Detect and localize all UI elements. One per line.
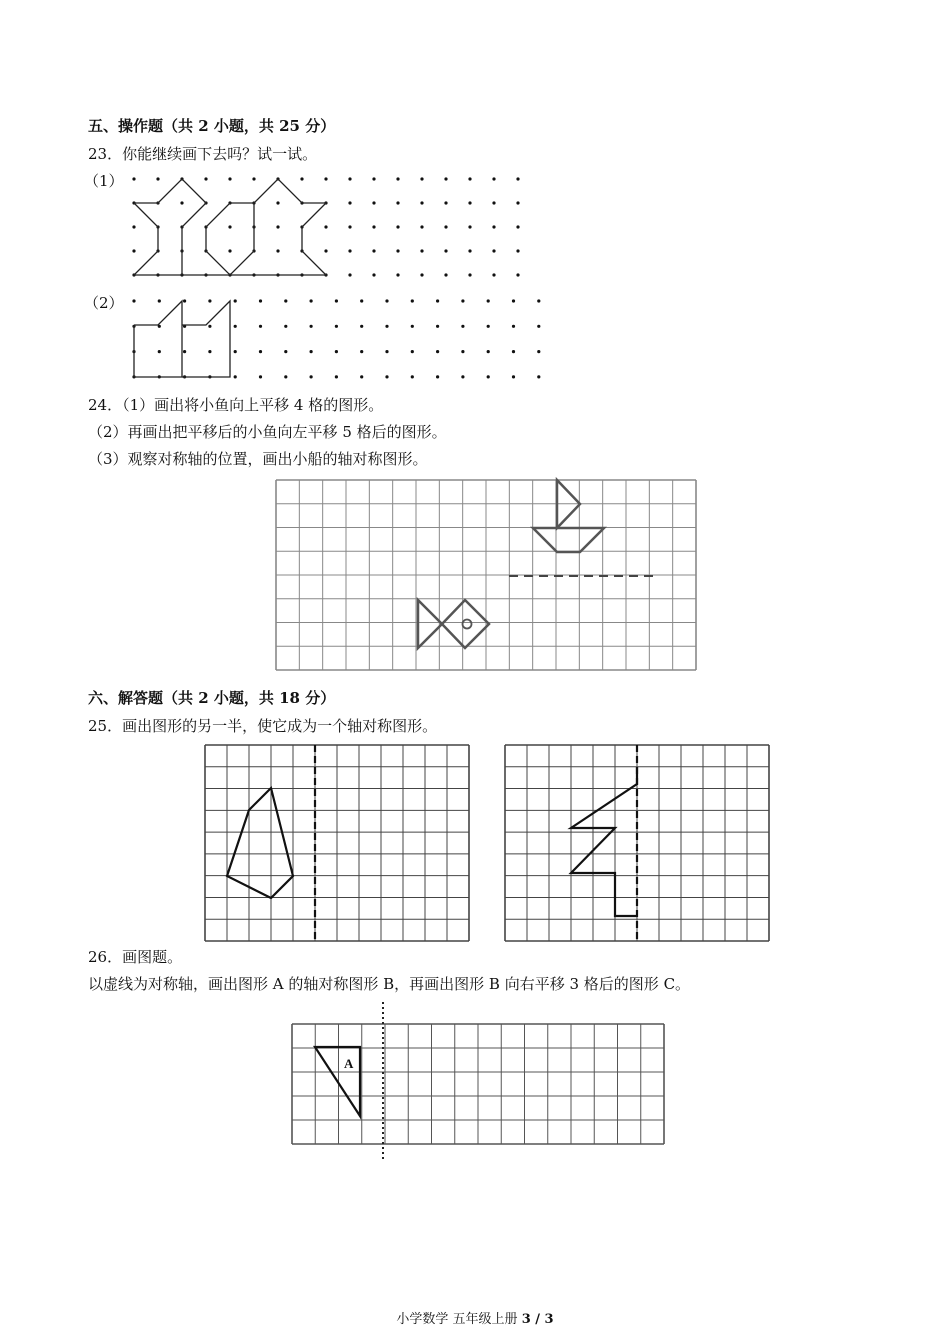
- question-26-text: 以虚线为对称轴，画出图形 A 的轴对称图形 B，再画出图形 B 向右平移 3 格后的图形 C。: [88, 975, 691, 993]
- grid-dot: [208, 325, 211, 328]
- grid-q26: [292, 1024, 664, 1144]
- grid-dot: [436, 375, 439, 378]
- grid-dot: [310, 375, 313, 378]
- grid-lines: [292, 1024, 664, 1144]
- grid-dot: [537, 299, 540, 302]
- grid-dot: [461, 299, 464, 302]
- grid-dot: [487, 375, 490, 378]
- grid-dot: [284, 350, 287, 353]
- grid-q25-right: [505, 745, 769, 941]
- shape-a-label: A: [344, 1056, 354, 1071]
- grid-q25-left: [205, 745, 469, 941]
- grid-dot: [537, 375, 540, 378]
- grid-dot: [259, 325, 262, 328]
- grid-dot: [512, 350, 515, 353]
- grid-dot: [234, 299, 237, 302]
- fish: [418, 600, 489, 648]
- section-5-heading: 五、操作题（共 2 小题，共 25 分）: [88, 117, 336, 135]
- grid-dot: [335, 325, 338, 328]
- grid-dot: [487, 325, 490, 328]
- question-23-part1-label: （1）: [84, 172, 124, 190]
- grid-dot: [183, 299, 186, 302]
- grid-dot: [411, 299, 414, 302]
- grid-dot: [335, 350, 338, 353]
- grid-dot: [360, 299, 363, 302]
- grid-dot: [436, 350, 439, 353]
- fish-tail: [418, 600, 442, 648]
- boat: [533, 480, 604, 552]
- grid-dot: [512, 325, 515, 328]
- grid-dot: [537, 350, 540, 353]
- question-24-line1: 24．（1）画出将小鱼向上平移 4 格的图形。: [88, 396, 384, 414]
- question-26-title: 26．画图题。: [88, 948, 183, 966]
- grid-dot: [385, 350, 388, 353]
- grid-dot: [132, 299, 135, 302]
- grid-dot: [335, 375, 338, 378]
- grid-dot: [183, 350, 186, 353]
- grid-dot: [284, 299, 287, 302]
- dot-lattice: [132, 299, 540, 378]
- grid-dot: [461, 375, 464, 378]
- half-figure-pentagon: [227, 788, 293, 898]
- question-25-text: 25．画出图形的另一半，使它成为一个轴对称图形。: [88, 717, 438, 735]
- question-24-line3: （3）观察对称轴的位置，画出小船的轴对称图形。: [88, 450, 428, 468]
- page-footer: 小学数学 五年级上册 3 / 3: [396, 1312, 554, 1327]
- grid-dot: [284, 325, 287, 328]
- grid-dot: [259, 299, 262, 302]
- grid-dot: [436, 299, 439, 302]
- grid-lines: [205, 745, 469, 941]
- grid-dot: [284, 375, 287, 378]
- pattern-shape-4: [182, 301, 230, 377]
- grid-dot: [310, 299, 313, 302]
- grid-dot: [234, 325, 237, 328]
- grid-dot: [461, 350, 464, 353]
- grid-dot: [158, 350, 161, 353]
- grid-dot: [385, 375, 388, 378]
- half-figure-zigzag: [571, 767, 637, 916]
- question-23-part2-label: （2）: [84, 294, 124, 312]
- section-6-heading: 六、解答题（共 2 小题，共 18 分）: [88, 689, 336, 707]
- grid-dot: [208, 350, 211, 353]
- fish-eye: [463, 620, 472, 629]
- grid-dot: [234, 375, 237, 378]
- grid-dot: [158, 299, 161, 302]
- grid-dot: [259, 375, 262, 378]
- grid-dot: [512, 375, 515, 378]
- grid-dot: [310, 350, 313, 353]
- question-23-text: 23．你能继续画下去吗？试一试。: [88, 145, 318, 163]
- grid-dot: [335, 299, 338, 302]
- grid-dot: [360, 375, 363, 378]
- question-24-line2: （2）再画出把平移后的小鱼向左平移 5 格后的图形。: [88, 423, 447, 441]
- grid-dot: [234, 350, 237, 353]
- grid-dot: [385, 325, 388, 328]
- grid-dot: [512, 299, 515, 302]
- fish-body: [442, 600, 489, 648]
- grid-dot: [208, 299, 211, 302]
- grid-dot: [360, 325, 363, 328]
- pattern-shape-3: [134, 301, 182, 377]
- grid-dot: [259, 350, 262, 353]
- grid-dot: [487, 350, 490, 353]
- grid-dot: [310, 325, 313, 328]
- grid-dot: [360, 350, 363, 353]
- page-number: 3 / 3: [521, 1312, 554, 1327]
- grid-dot: [436, 325, 439, 328]
- grid-dot: [461, 325, 464, 328]
- grid-dot: [411, 375, 414, 378]
- boat-hull: [533, 528, 604, 552]
- grid-q24: [276, 480, 696, 670]
- grid-dot: [411, 350, 414, 353]
- grid-dot: [411, 325, 414, 328]
- grid-dot: [487, 299, 490, 302]
- grid-dot: [537, 325, 540, 328]
- grid-dot: [385, 299, 388, 302]
